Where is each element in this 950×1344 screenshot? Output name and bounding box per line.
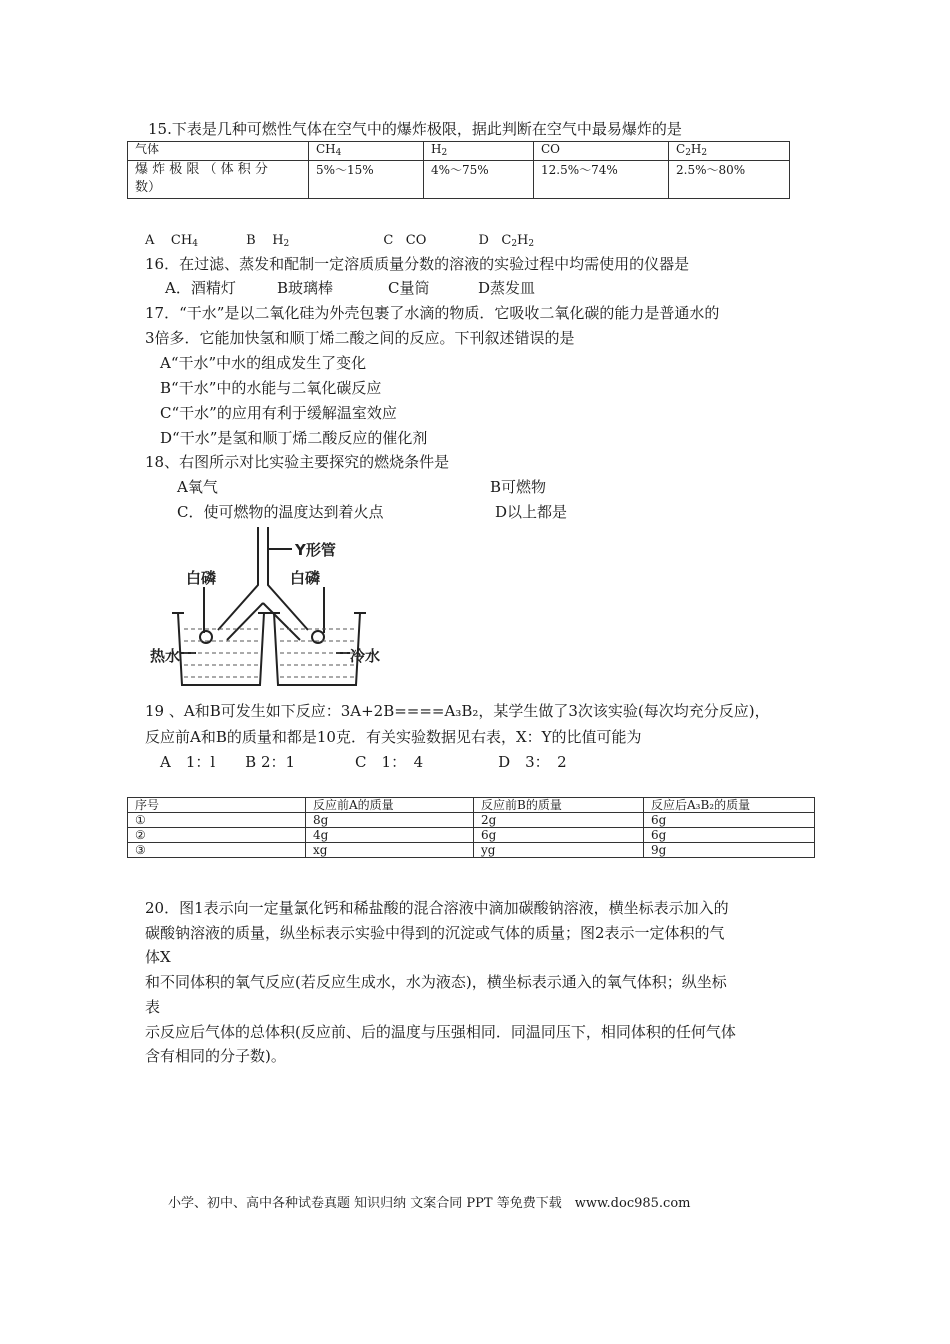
q18-option-b: B可燃物 — [490, 478, 547, 496]
q20-line-7: 含有相同的分子数)。 — [145, 1047, 286, 1065]
table-row — [128, 161, 790, 199]
table-cell: CO — [534, 142, 669, 161]
table-cell: 8g — [306, 813, 474, 828]
q16-option-d: D蒸发皿 — [478, 279, 536, 297]
table-cell: 6g — [644, 813, 815, 828]
combustion-experiment-figure — [150, 525, 380, 690]
hot-water-label: 热水 — [150, 647, 181, 665]
q17-stem-2: 3倍多．它能加快氢和顺丁烯二酸之间的反应。下刊叙述错误的是 — [145, 329, 575, 347]
q15-stem: 15.下表是几种可燃性气体在空气中的爆炸极限，据此判断在空气中最易爆炸的是 — [148, 120, 682, 138]
q16-stem: 16．在过滤、蒸发和配制一定溶质质量分数的溶液的实验过程中均需使用的仪器是 — [145, 255, 690, 273]
q19-stem-1: 19 、A和B可发生如下反应：3A+2B====A₃B₂，某学生做了3次该实验(每次均充分反应)， — [145, 702, 770, 720]
q20-line-4: 和不同体积的氧气反应(若反应生成水，水为液态)，横坐标表示通入的氧气体积；纵坐标 — [145, 973, 727, 991]
table-cell: yg — [474, 843, 644, 858]
table-cell: xg — [306, 843, 474, 858]
table-cell: 爆 炸 极 限 （ 体 积 分 数） — [128, 161, 309, 199]
q17-option-d: D“干水”是氢和顺丁烯二酸反应的催化剂 — [160, 429, 428, 447]
table-row — [128, 142, 790, 161]
q20-line-6: 示反应后气体的总体积(反应前、后的温度与压强相同．同温同压下，相同体积的任何气体 — [145, 1023, 736, 1041]
table-cell: 9g — [644, 843, 815, 858]
q20-line-5: 表 — [145, 998, 161, 1016]
q20-line-3: 体X — [145, 948, 171, 966]
q18-stem: 18、右图所示对比实验主要探究的燃烧条件是 — [145, 453, 450, 471]
table-cell: 6g — [644, 828, 815, 843]
q19-stem-2: 反应前A和B的质量和都是10克．有关实验数据见右表，X：Y的比值可能为 — [145, 728, 642, 746]
table-header: 反应前B的质量 — [474, 798, 644, 813]
table-cell: ② — [128, 828, 306, 843]
q20-line-1: 20．图1表示向一定量氯化钙和稀盐酸的混合溶液中滴加碳酸钠溶液，横坐标表示加入的 — [145, 899, 729, 917]
q17-stem-1: 17．“干水”是以二氧化硅为外壳包裹了水滴的物质．它吸收二氧化碳的能力是普通水的 — [145, 304, 720, 322]
table-header: 序号 — [128, 798, 306, 813]
q15-options: A $CH_4$ B $H_2$ C CO D $C_2H_2$ — [145, 233, 535, 249]
table-row — [128, 828, 815, 843]
table-cell: ③ — [128, 843, 306, 858]
q16-option-c: C量筒 — [388, 279, 430, 297]
q20-line-2: 碳酸钠溶液的质量，纵坐标表示实验中得到的沉淀或气体的质量；图2表示一定体积的气 — [145, 924, 725, 942]
table-cell: 5%～15% — [309, 161, 424, 199]
table-header: 反应前A的质量 — [306, 798, 474, 813]
q19-table — [127, 797, 815, 858]
table-cell: 12.5%～74% — [534, 161, 669, 199]
white-phosphorus-right-label: 白磷 — [290, 569, 321, 587]
cold-water-label: 冷水 — [350, 647, 380, 665]
q18-option-a: A氧气 — [177, 478, 218, 496]
table-row — [128, 813, 815, 828]
q16-option-a: A．酒精灯 — [165, 279, 236, 297]
q17-option-a: A“干水”中水的组成发生了变化 — [160, 354, 367, 372]
y-tube-label: Y形管 — [295, 541, 336, 559]
table-cell: $CH_4$ — [309, 142, 424, 161]
q18-option-d: D以上都是 — [495, 503, 568, 521]
q19-options: A 1：l B 2：1 C 1： 4 D 3： 2 — [160, 753, 567, 771]
table-row — [128, 798, 815, 813]
table-cell: 2g — [474, 813, 644, 828]
q16-option-b: B玻璃棒 — [277, 279, 334, 297]
table-row — [128, 843, 815, 858]
q17-option-c: C“干水”的应用有利于缓解温室效应 — [160, 404, 397, 422]
q18-option-c: C．使可燃物的温度达到着火点 — [177, 503, 384, 521]
table-cell: ① — [128, 813, 306, 828]
table-header: 反应后A₃B₂的质量 — [644, 798, 815, 813]
table-cell: 气体 — [128, 142, 309, 161]
table-cell: 4%～75% — [424, 161, 534, 199]
table-cell: 4g — [306, 828, 474, 843]
q17-option-b: B“干水”中的水能与二氧化碳反应 — [160, 379, 382, 397]
q15-table — [127, 141, 790, 199]
table-cell: $C_2H_2$ — [669, 142, 790, 161]
page-footer: 小学、初中、高中各种试卷真题 知识归纳 文案合同 PPT 等免费下载 www.doc985.com — [168, 1196, 691, 1211]
white-phosphorus-left-label: 白磷 — [186, 569, 217, 587]
table-cell: 2.5%～80% — [669, 161, 790, 199]
table-cell: $H_2$ — [424, 142, 534, 161]
table-cell: 6g — [474, 828, 644, 843]
